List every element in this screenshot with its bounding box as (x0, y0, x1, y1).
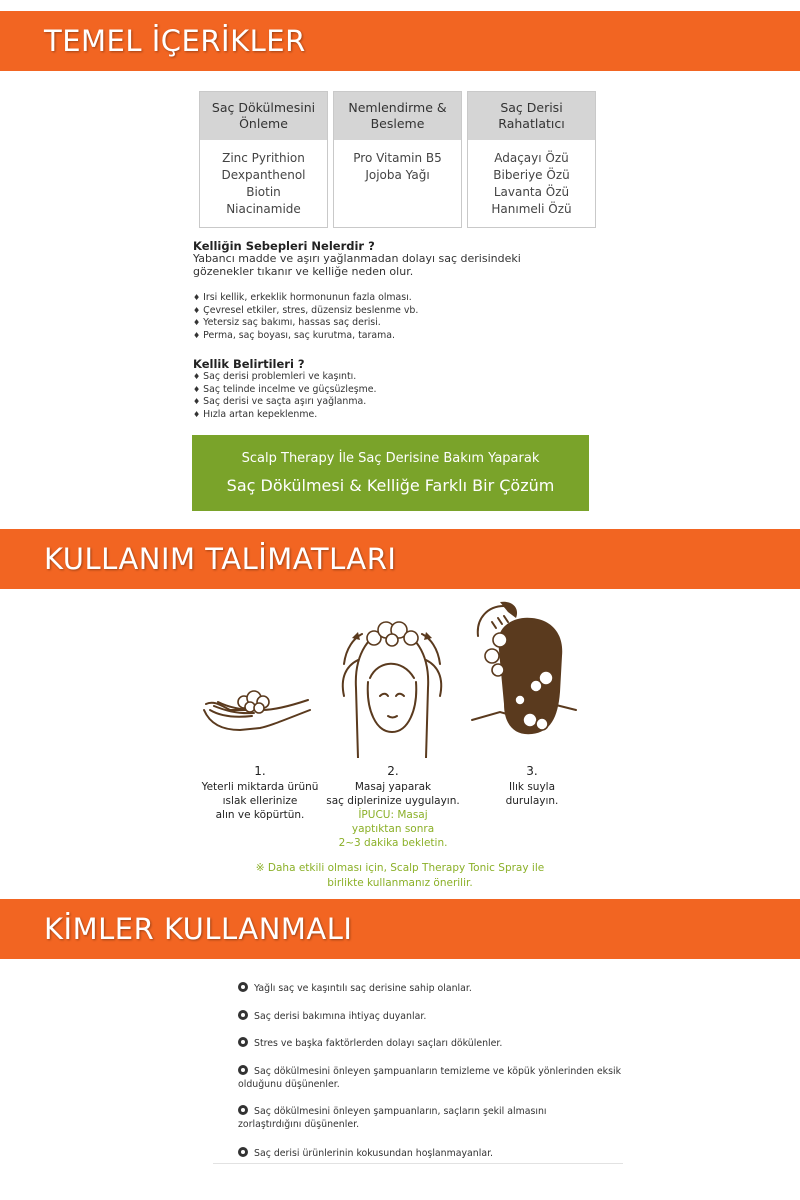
list-item-text: Saç derisi ürünlerinin kokusundan hoşlanmayanlar. (254, 1148, 494, 1159)
step-line: durulayın. (505, 795, 559, 807)
causes-title: Kelliğin Sebepleri Nelerdir ? (193, 239, 375, 253)
section-banner-ingredients (0, 11, 800, 71)
step-line: Masaj yaparak (354, 781, 432, 793)
step-number: 1. (254, 764, 266, 778)
list-item-text: Saç dökülmesini önleyen şampuanların, saçların şekil almasını (254, 1106, 547, 1117)
step-tip-line: yaptıktan sonra (351, 823, 435, 835)
step-number: 3. (526, 764, 538, 778)
list-item (238, 1036, 623, 1050)
list-item-text: Saç derisi bakımına ihtiyaç duyanlar. (254, 1011, 427, 1022)
list-item (238, 1064, 623, 1091)
step-3 (472, 764, 592, 808)
bullet-icon (238, 1147, 248, 1157)
ingredient-card-soothing (467, 91, 596, 228)
card-body (200, 140, 327, 218)
note-line: birlikte kullanmanız önerilir. (327, 877, 473, 889)
list-item (238, 1009, 623, 1023)
note-line: ※ Daha etkili olması için, Scalp Therapy Tonic Spray ile (255, 862, 545, 874)
step-line: alın ve köpürtün. (215, 809, 305, 821)
card-header-line: Saç Dökülmesini (211, 100, 316, 115)
ingredient-item: Zinc Pyrithion (222, 151, 305, 165)
card-header-line: Nemlendirme & (348, 100, 447, 115)
causes-block (193, 240, 593, 278)
bullet-icon (238, 1010, 248, 1020)
ingredient-item: Dexpanthenol (221, 168, 306, 182)
symptoms-title: Kellik Belirtileri ? (193, 357, 305, 371)
symptoms-block (193, 358, 593, 371)
list-item: ♦ Perma, saç boyası, saç kurutma, tarama. (193, 330, 593, 343)
head-massage-icon (336, 608, 448, 758)
card-header (334, 92, 461, 140)
section-banner-who (0, 899, 800, 959)
ingredient-item: Niacinamide (226, 202, 301, 216)
ingredient-card-moisturizing (333, 91, 462, 228)
solution-banner-line1: Scalp Therapy İle Saç Derisine Bakım Yaparak (241, 451, 540, 466)
list-item: ♦ Saç derisi ve saçta aşırı yağlanma. (193, 396, 593, 409)
step-2 (318, 764, 468, 850)
step-1 (190, 764, 330, 822)
ingredient-item: Pro Vitamin B5 (353, 151, 442, 165)
list-item-text: Saç dökülmesini önleyen şampuanların temizleme ve köpük yönlerinden eksik (254, 1066, 622, 1077)
ingredient-item: Biberiye Özü (493, 168, 570, 182)
list-item: ♦ Yetersiz saç bakımı, hassas saç derisi. (193, 317, 593, 330)
step-line: ıslak ellerinize (222, 795, 298, 807)
causes-text-line: gözenekler tıkanır ve kelliğe neden olur. (193, 264, 414, 278)
shower-rinse-icon (470, 600, 580, 740)
causes-list (193, 292, 593, 342)
card-header-line: Önleme (239, 116, 288, 131)
card-header (468, 92, 595, 140)
step-line: Ilık suyla (508, 781, 556, 793)
list-item: ♦ Saç telinde incelme ve güçsüzleşme. (193, 384, 593, 397)
causes-text-line: Yabancı madde ve aşırı yağlanmadan dolayı saç derisindeki (193, 252, 521, 265)
step-number: 2. (387, 764, 399, 778)
section-title: TEMEL İÇERİKLER (44, 24, 306, 58)
card-header (200, 92, 327, 140)
card-header-line: Besleme (370, 116, 425, 131)
ingredient-card-hair-loss (199, 91, 328, 228)
ingredient-cards (199, 91, 596, 228)
step-tip-line: 2~3 dakika bekletin. (338, 837, 448, 849)
list-item-text: Yağlı saç ve kaşıntılı saç derisine sahip olanlar. (254, 983, 472, 994)
ingredient-item: Biotin (246, 185, 281, 199)
ingredient-item: Hanımeli Özü (491, 202, 572, 216)
symptoms-list (193, 371, 593, 421)
list-item-text: Stres ve başka faktörlerden dolayı saçları dökülenler. (254, 1038, 503, 1049)
list-item-text: zorlaştırdığını düşünenler. (238, 1119, 360, 1130)
list-item: ♦ Çevresel etkiler, stres, düzensiz beslenme vb. (193, 305, 593, 318)
card-body (468, 140, 595, 218)
list-item (238, 1104, 623, 1131)
ingredient-item: Jojoba Yağı (365, 168, 430, 182)
section-title: KULLANIM TALİMATLARI (44, 542, 397, 576)
step-line: saç diplerinize uygulayın. (326, 795, 460, 807)
foam-hand-icon (200, 680, 315, 740)
card-body (334, 140, 461, 184)
list-item: ♦ Saç derisi problemleri ve kaşıntı. (193, 371, 593, 384)
solution-banner-line2: Saç Dökülmesi & Kelliğe Farklı Bir Çözüm (226, 476, 555, 495)
ingredient-item: Adaçayı Özü (494, 151, 569, 165)
list-item (238, 1146, 623, 1160)
card-header-line: Rahatlatıcı (498, 116, 565, 131)
bullet-icon (238, 1037, 248, 1047)
bullet-icon (238, 1065, 248, 1075)
usage-note (210, 861, 590, 891)
section-title: KİMLER KULLANMALI (44, 912, 353, 946)
list-item: ♦ Irsi kellik, erkeklik hormonunun fazla olması. (193, 292, 593, 305)
card-header-line: Saç Derisi (500, 100, 563, 115)
section-banner-usage (0, 529, 800, 589)
step-line: Yeterli miktarda ürünü (201, 781, 319, 793)
divider (213, 1163, 623, 1164)
bullet-icon (238, 982, 248, 992)
list-item: ♦ Hızla artan kepeklenme. (193, 409, 593, 422)
bullet-icon (238, 1105, 248, 1115)
ingredient-item: Lavanta Özü (493, 185, 570, 199)
list-item (238, 981, 623, 995)
solution-banner (192, 435, 589, 511)
list-item-text: olduğunu düşünenler. (238, 1079, 340, 1090)
step-tip-line: İPUCU: Masaj (358, 809, 428, 821)
